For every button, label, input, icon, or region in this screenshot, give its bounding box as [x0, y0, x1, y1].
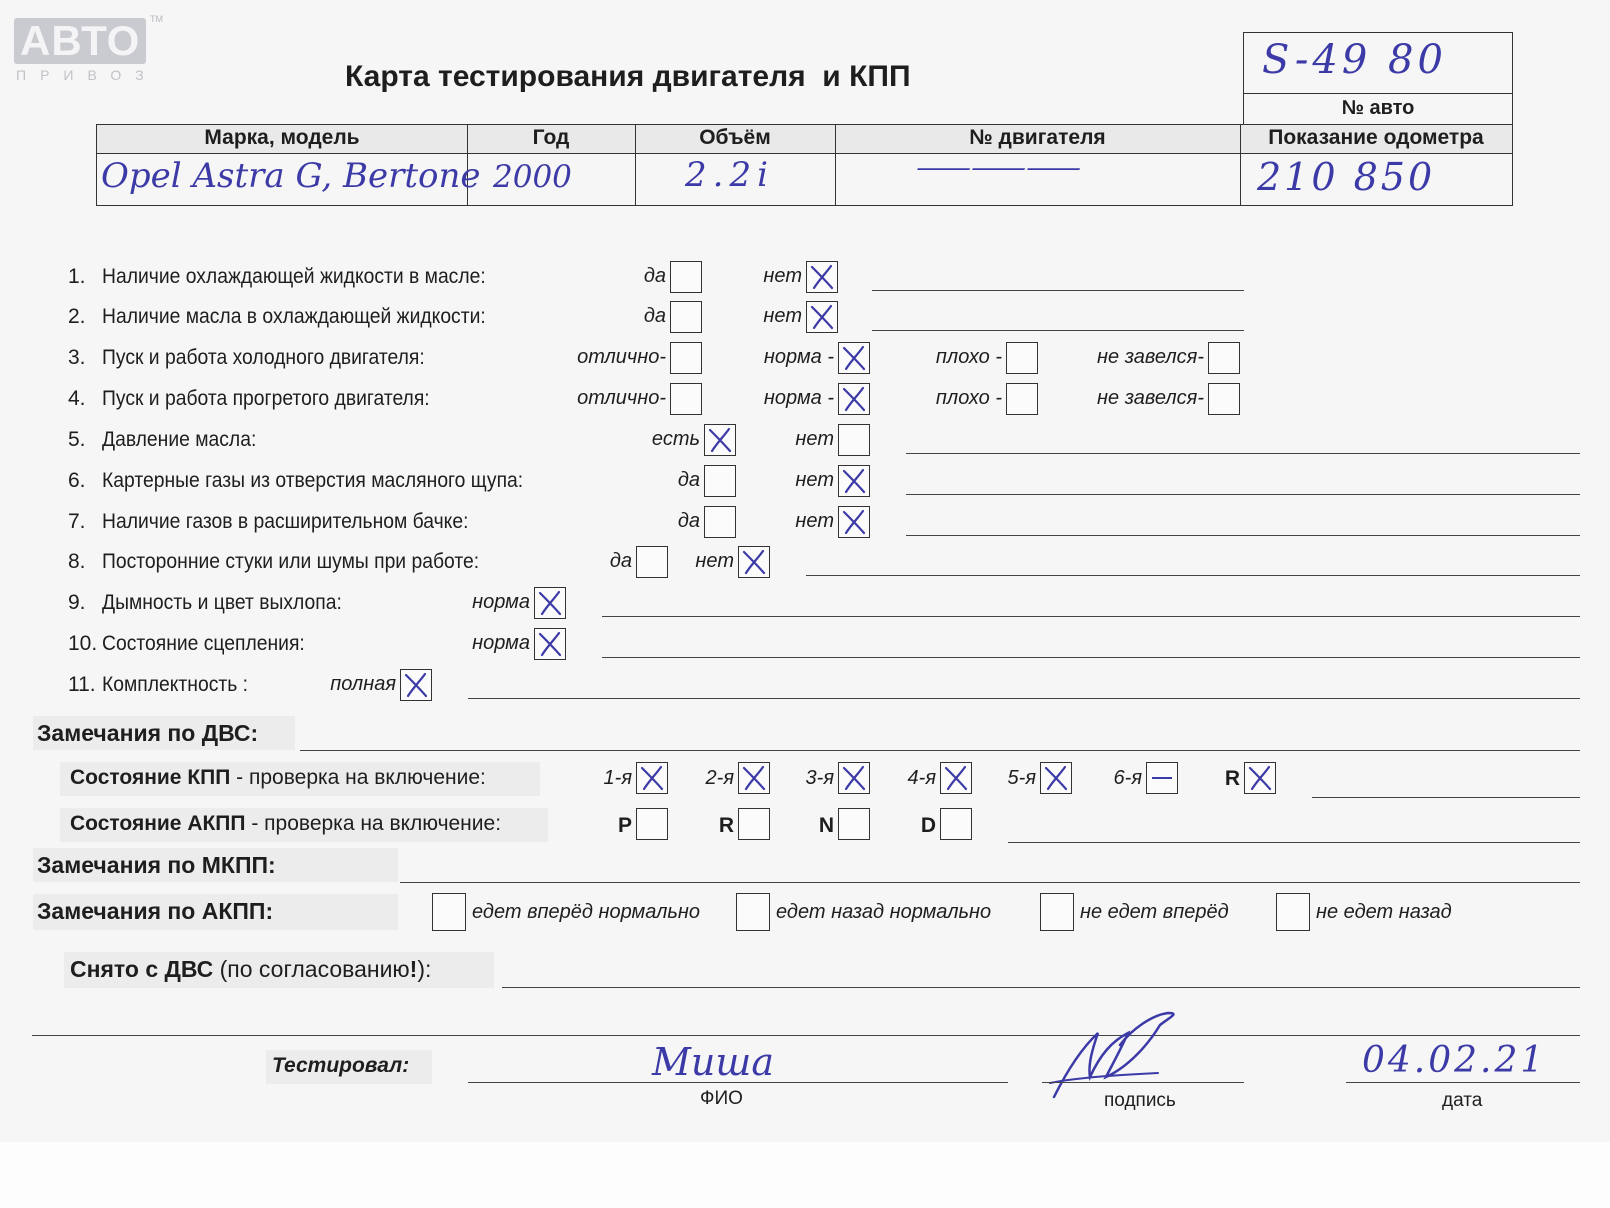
signature-line: [1042, 1082, 1244, 1083]
option-checkbox[interactable]: [704, 465, 736, 497]
check-x-mark-icon: [639, 765, 665, 791]
signature-label: подпись: [1104, 1090, 1176, 1111]
remarks-akpp-label: Замечания по АКПП:: [37, 898, 274, 924]
gear-checkbox[interactable]: [1244, 762, 1276, 794]
question-text: Комплектность :: [102, 673, 249, 696]
gear-checkbox[interactable]: [636, 762, 668, 794]
question-comment-line: [906, 494, 1580, 495]
option-label: отлично-: [577, 387, 666, 409]
akpp-gear-label: P: [617, 814, 632, 837]
header-model: Марка, модель: [97, 125, 467, 153]
logo-tm: TM: [150, 14, 163, 24]
option-label: нет: [795, 469, 834, 491]
avtoprivoz-logo: [14, 14, 163, 83]
option-label: нет: [795, 510, 834, 532]
check-x-mark-icon: [1043, 765, 1069, 791]
vehicle-table: [96, 124, 1513, 206]
removed-label-end: ):: [417, 956, 432, 982]
question-text: Картерные газы из отверстия масляного щупа:: [102, 469, 524, 492]
akpp-remark-checkbox[interactable]: [1276, 893, 1310, 931]
fio-label: ФИО: [700, 1088, 743, 1109]
odometer-value: 210 850: [1257, 155, 1436, 199]
question-number: 5.: [68, 428, 86, 451]
remarks-mkpp-line: [400, 882, 1580, 883]
question-text: Давление масла:: [102, 428, 257, 451]
gear-checkbox[interactable]: [1040, 762, 1072, 794]
akpp-remarks-line: [1008, 842, 1580, 843]
option-checkbox[interactable]: [704, 424, 736, 456]
option-label: отлично-: [577, 346, 666, 368]
option-label: да: [677, 510, 700, 532]
option-label: плохо -: [935, 387, 1002, 409]
akpp-remark-checkbox[interactable]: [1040, 893, 1074, 931]
question-comment-line: [468, 698, 1580, 699]
check-x-mark-icon: [741, 549, 767, 575]
option-checkbox[interactable]: [534, 587, 566, 619]
kpp-label-rest: - проверка на включение:: [230, 766, 486, 789]
auto-number-box: [1243, 32, 1513, 126]
option-checkbox[interactable]: [670, 383, 702, 415]
question-comment-line: [906, 535, 1580, 536]
logo-subtext: ПРИВОЗ: [16, 67, 158, 83]
option-checkbox[interactable]: [1006, 342, 1038, 374]
option-checkbox[interactable]: [838, 424, 870, 456]
check-x-mark-icon: [1247, 765, 1273, 791]
question-number: 4.: [68, 387, 86, 410]
option-checkbox[interactable]: [670, 261, 702, 293]
akpp-remark-label: не едет вперёд: [1080, 901, 1229, 923]
akpp-gear-checkbox[interactable]: [940, 808, 972, 840]
fio-value: Миша: [652, 1040, 775, 1084]
question-text: Наличие газов в расширительном бачке:: [102, 510, 469, 533]
question-number: 11.: [68, 673, 96, 696]
akpp-remark-label: не едет назад: [1316, 901, 1452, 923]
gear-checkbox[interactable]: [940, 762, 972, 794]
option-checkbox[interactable]: [838, 342, 870, 374]
question-number: 9.: [68, 591, 86, 614]
check-x-mark-icon: [809, 264, 835, 290]
question-text: Пуск и работа прогретого двигателя:: [102, 387, 430, 410]
logo-text: АВТО: [20, 17, 141, 64]
question-text: Дымность и цвет выхлопа:: [102, 591, 342, 614]
header-year: Год: [467, 125, 635, 153]
option-checkbox[interactable]: [670, 301, 702, 333]
option-label: да: [643, 265, 666, 287]
question-number: 10.: [68, 632, 98, 655]
option-checkbox[interactable]: [838, 506, 870, 538]
option-label: есть: [651, 428, 700, 450]
option-checkbox[interactable]: [636, 546, 668, 578]
question-comment-line: [602, 657, 1580, 658]
akpp-gear-label: D: [920, 814, 936, 837]
option-label: плохо -: [935, 346, 1002, 368]
auto-number-label: № авто: [1341, 97, 1415, 119]
gear-checkbox[interactable]: [838, 762, 870, 794]
akpp-remark-checkbox[interactable]: [432, 893, 466, 931]
year-value: 2000: [493, 159, 572, 195]
date-label: дата: [1442, 1090, 1483, 1111]
date-value: 04.02.21: [1362, 1040, 1547, 1081]
table-row-divider: [97, 153, 1512, 154]
question-comment-line: [872, 290, 1244, 291]
option-checkbox[interactable]: [806, 261, 838, 293]
removed-line: [502, 987, 1580, 988]
option-checkbox[interactable]: [400, 669, 432, 701]
akpp-gear-label: R: [718, 814, 734, 837]
akpp-gear-checkbox[interactable]: [636, 808, 668, 840]
remarks-engine-label: Замечания по ДВС:: [37, 720, 259, 746]
option-label: норма -: [763, 387, 834, 409]
remarks-mkpp-label: Замечания по МКПП:: [37, 852, 276, 878]
fio-line: [468, 1082, 1008, 1083]
option-label: не завелся-: [1097, 346, 1204, 368]
option-checkbox[interactable]: [738, 546, 770, 578]
question-comment-line: [806, 575, 1580, 576]
volume-value: 2.2i: [685, 155, 774, 195]
question-text: Посторонние стуки или шумы при работе:: [102, 550, 480, 573]
question-text: Наличие масла в охлаждающей жидкости:: [102, 305, 486, 328]
removed-label-rest: (по согласованию: [213, 956, 410, 982]
check-x-mark-icon: [841, 765, 867, 791]
option-checkbox[interactable]: [1208, 342, 1240, 374]
check-x-mark-icon: [741, 765, 767, 791]
check-x-mark-icon: [841, 509, 867, 535]
gear-label: 6-я: [1113, 767, 1142, 789]
scan-margin: [0, 1142, 1610, 1208]
option-checkbox[interactable]: [534, 628, 566, 660]
akpp-gear-checkbox[interactable]: [838, 808, 870, 840]
akpp-label-bold: Состояние АКПП: [70, 812, 246, 835]
option-label: нет: [695, 550, 734, 572]
option-checkbox[interactable]: [670, 342, 702, 374]
check-dash-mark-icon: [1152, 777, 1172, 779]
option-checkbox[interactable]: [1208, 383, 1240, 415]
akpp-remark-label: едет назад нормально: [776, 901, 992, 923]
gear-label: R: [1224, 767, 1240, 790]
date-line: [1346, 1082, 1580, 1083]
question-comment-line: [872, 330, 1244, 331]
table-col-divider: [1240, 125, 1241, 205]
auto-number-divider: [1244, 93, 1512, 94]
option-label: да: [677, 469, 700, 491]
option-checkbox[interactable]: [806, 301, 838, 333]
kpp-label: [70, 766, 486, 790]
question-number: 2.: [68, 305, 86, 328]
check-x-mark-icon: [943, 765, 969, 791]
question-number: 6.: [68, 469, 86, 492]
option-label: полная: [330, 673, 396, 695]
akpp-gear-checkbox[interactable]: [738, 808, 770, 840]
akpp-label-rest: - проверка на включение:: [245, 812, 502, 835]
kpp-label-bold: Состояние КПП: [70, 766, 231, 789]
engine-no-value: ———: [915, 153, 1080, 183]
option-checkbox[interactable]: [838, 383, 870, 415]
auto-number-value: S-49 80: [1262, 37, 1447, 83]
check-x-mark-icon: [537, 590, 563, 616]
check-x-mark-icon: [841, 386, 867, 412]
model-value: Opel Astra G, Bertone: [101, 156, 481, 196]
question-number: 8.: [68, 550, 86, 573]
option-label: норма -: [763, 346, 834, 368]
check-x-mark-icon: [403, 672, 429, 698]
removed-label: [70, 956, 431, 983]
question-comment-line: [906, 453, 1580, 454]
question-text: Наличие охлаждающей жидкости в масле:: [102, 265, 486, 288]
akpp-label: [70, 812, 501, 836]
check-x-mark-icon: [707, 427, 733, 453]
header-engine-no: № двигателя: [835, 125, 1240, 153]
option-label: нет: [763, 305, 802, 327]
gear-label: 2-я: [705, 767, 734, 789]
question-number: 3.: [68, 346, 86, 369]
removed-line-2: [32, 1035, 1580, 1036]
gear-checkbox[interactable]: [738, 762, 770, 794]
option-label: не завелся-: [1097, 387, 1204, 409]
gear-label: 1-я: [603, 767, 632, 789]
option-label: норма: [472, 591, 530, 613]
option-checkbox[interactable]: [838, 465, 870, 497]
question-text: Пуск и работа холодного двигателя:: [102, 346, 425, 369]
check-x-mark-icon: [809, 304, 835, 330]
removed-label-bold: Снято с ДВС: [70, 956, 214, 982]
header-odometer: Показание одометра: [1240, 125, 1512, 153]
header-volume: Объём: [635, 125, 835, 153]
question-text: Состояние сцепления:: [102, 632, 305, 655]
page-title: Карта тестирования двигателя и КПП: [345, 60, 911, 93]
check-x-mark-icon: [841, 345, 867, 371]
table-col-divider: [835, 125, 836, 205]
tested-label: Тестировал:: [272, 1054, 410, 1077]
remarks-engine-line: [300, 750, 1580, 751]
option-label: да: [609, 550, 632, 572]
gear-checkbox[interactable]: [1146, 762, 1178, 794]
question-number: 1.: [68, 265, 86, 288]
option-label: норма: [472, 632, 530, 654]
check-x-mark-icon: [841, 468, 867, 494]
gear-label: 3-я: [805, 767, 834, 789]
question-comment-line: [602, 616, 1580, 617]
question-number: 7.: [68, 510, 86, 533]
gear-label: 4-я: [907, 767, 936, 789]
akpp-gear-label: N: [818, 814, 834, 837]
option-label: нет: [795, 428, 834, 450]
removed-label-exclaim: !: [409, 956, 418, 982]
akpp-remark-label: едет вперёд нормально: [472, 901, 701, 923]
gear-label: 5-я: [1007, 767, 1036, 789]
check-x-mark-icon: [537, 631, 563, 657]
table-col-divider: [635, 125, 636, 205]
option-checkbox[interactable]: [1006, 383, 1038, 415]
kpp-remarks-line: [1312, 797, 1580, 798]
option-checkbox[interactable]: [704, 506, 736, 538]
option-label: да: [643, 305, 666, 327]
akpp-remark-checkbox[interactable]: [736, 893, 770, 931]
option-label: нет: [763, 265, 802, 287]
